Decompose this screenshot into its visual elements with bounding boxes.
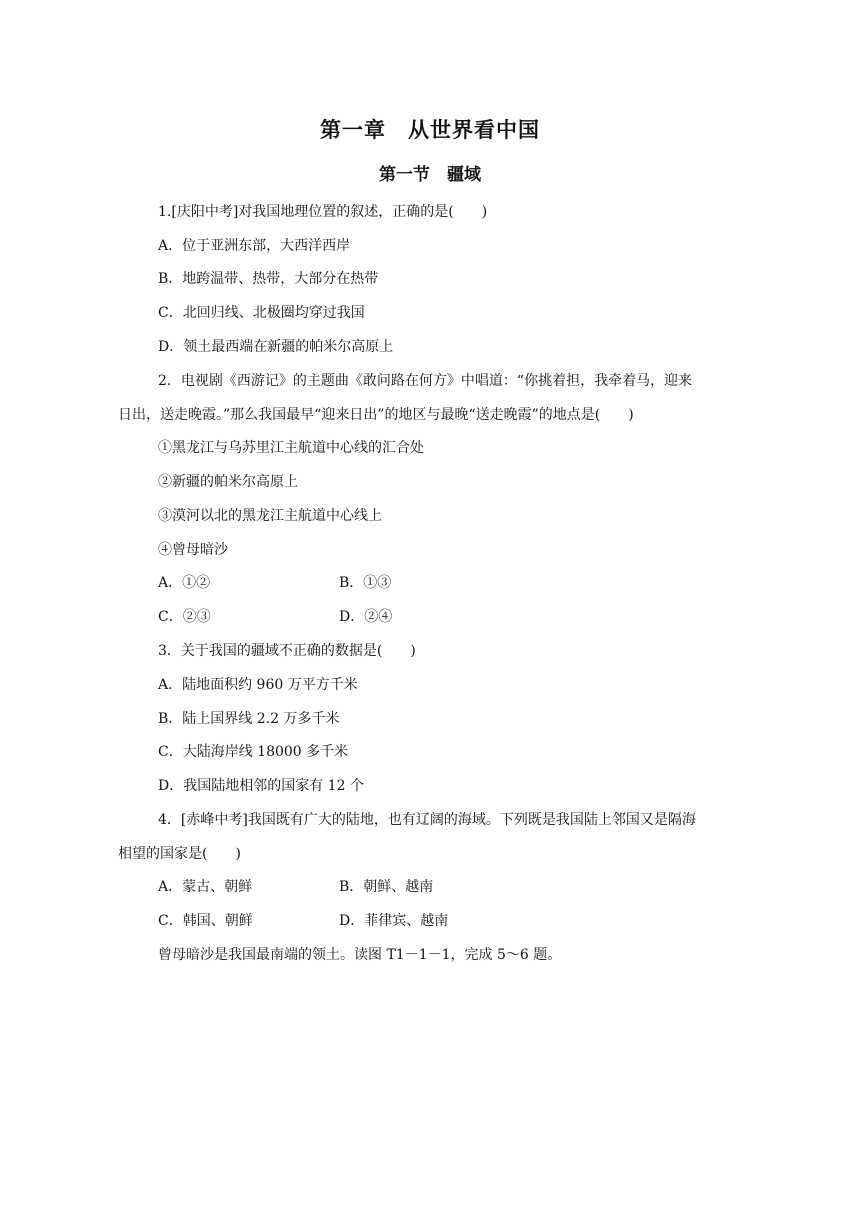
q1-stem: 1.[庆阳中考]对我国地理位置的叙述，正确的是( ) [158, 204, 488, 220]
q4-option-d: D．菲律宾、越南 [339, 913, 449, 929]
q2-item-4: ④曾母暗沙 [158, 542, 228, 558]
q1-option-c: C．北回归线、北极圈均穿过我国 [158, 305, 365, 321]
q2-stem-line1: 2．电视剧《西游记》的主题曲《敢问路在何方》中唱道：“你挑着担，我牵着马，迎来 [158, 373, 693, 389]
q4-option-a: A．蒙古、朝鲜 [158, 879, 253, 895]
q2-option-c: C．②③ [158, 609, 211, 625]
q1-option-b: B．地跨温带、热带，大部分在热带 [158, 271, 379, 287]
q2-option-d: D．②④ [339, 609, 393, 625]
q3-option-b: B．陆上国界线 2.2 万多千米 [158, 711, 340, 727]
q3-option-a: A．陆地面积约 960 万平方千米 [158, 677, 358, 693]
q2-stem-line2: 日出，送走晚霞。”那么我国最早“迎来日出”的地区与最晚“送走晚霞”的地点是( ) [118, 407, 634, 423]
chapter-title: 第一章 从世界看中国 [320, 118, 540, 142]
q2-item-3: ③漠河以北的黑龙江主航道中心线上 [158, 508, 382, 524]
q5-6-intro: 曾母暗沙是我国最南端的领土。读图 T1－1－1，完成 5～6 题。 [158, 947, 562, 963]
q4-stem-line1: 4．[赤峰中考]我国既有广大的陆地，也有辽阔的海域。下列既是我国陆上邻国又是隔海 [158, 812, 696, 828]
q4-stem-line2: 相望的国家是( ) [118, 846, 241, 862]
q2-item-2: ②新疆的帕米尔高原上 [158, 474, 298, 490]
q2-option-a: A．①② [158, 575, 211, 591]
section-title: 第一节 疆域 [379, 165, 481, 185]
q4-option-b: B．朝鲜、越南 [339, 879, 434, 895]
q4-option-c: C．韩国、朝鲜 [158, 913, 253, 929]
q3-stem: 3．关于我国的疆域不正确的数据是( ) [158, 643, 416, 659]
q3-option-c: C．大陆海岸线 18000 多千米 [158, 744, 349, 760]
q1-option-d: D．领土最西端在新疆的帕米尔高原上 [158, 339, 394, 355]
q2-option-b: B．①③ [339, 575, 392, 591]
q2-item-1: ①黑龙江与乌苏里江主航道中心线的汇合处 [158, 440, 424, 456]
q1-option-a: A．位于亚洲东部，大西洋西岸 [158, 238, 351, 254]
q3-option-d: D．我国陆地相邻的国家有 12 个 [158, 778, 364, 794]
